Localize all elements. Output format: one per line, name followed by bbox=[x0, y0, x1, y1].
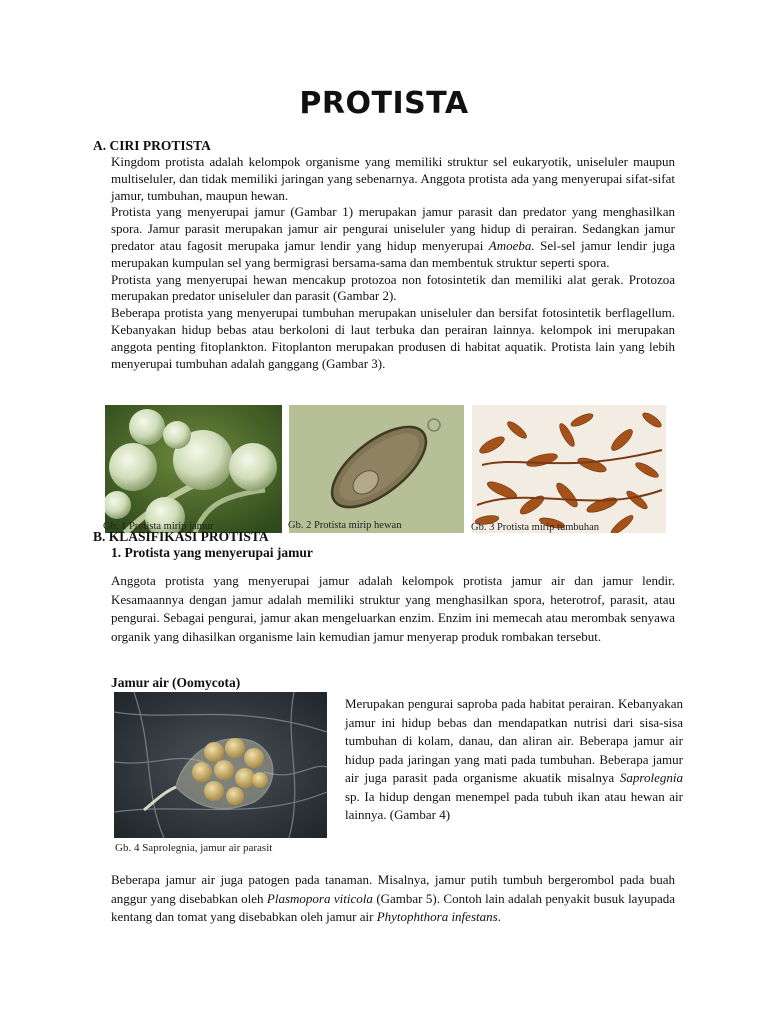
figure-2-image bbox=[289, 405, 464, 533]
figure-4-image bbox=[114, 692, 327, 838]
jamur-air-heading: Jamur air (Oomycota) bbox=[111, 675, 241, 690]
subsection-1-heading: 1. Protista yang menyerupai jamur bbox=[111, 545, 313, 560]
section-b-paragraph-1: Anggota protista yang menyerupai jamur adalah kelompok protista jamur air dan jamur lendir. Kesamaannya dengan jamur adalah memiliki struktur yang menghasilkan spora, heterotrof, parasit, atau pengurai. Sebagai pengurai, jamur akan mengeluarkan enzim. Enzim ini memecah atau merombak senyawa organik yang dihasilkan organisme lain kemudian jamur menyerap produk rombakan tersebut. bbox=[111, 573, 675, 644]
section-a-text bbox=[111, 154, 675, 372]
paragraph-3: Protista yang menyerupai hewan mencakup protozoa non fotosintetik dan memiliki alat gerak. Protozoa merupakan predator uniseluler dan parasit (Gambar 2). bbox=[111, 271, 675, 304]
figure-2-caption: Gb. 2 Protista mirip hewan bbox=[288, 520, 402, 531]
closing-paragraph: Beberapa jamur air juga patogen pada tanaman. Misalnya, jamur putih tumbuh bergerombol pada buah anggur yang disebabkan oleh Plasmopora viticola (Gambar 5). Contoh lain adalah penyakit busuk layupada kentang dan tomat yang disebabkan oleh jamur air Phytophthora infestans. bbox=[111, 872, 675, 924]
figure-3-caption: Gb. 3 Protista mirip tumbuhan bbox=[471, 522, 600, 533]
paragraph-1: Kingdom protista adalah kelompok organisme yang memiliki struktur sel eukaryotik, uniseluler maupun multiseluler, dan tidak memiliki jaringan yang sebenarnya. Anggota protista ada yang menyerupai sifat-sifat jamur, tumbuhan, maupun hewan. bbox=[111, 154, 675, 203]
figure-4-caption: Gb. 4 Saprolegnia, jamur air parasit bbox=[115, 842, 273, 854]
page-title: PROTISTA bbox=[299, 86, 469, 121]
paragraph-4: Beberapa protista yang menyerupai tumbuhan merupakan uniseluler dan bersifat fotosintetik berflagellum. Kebanyakan hidup bebas atau berkoloni di laut terbuka dan perairan lainnya. kelompok ini merupakan anggota penting fitoplankton. Fitoplanton merupakan produsen di habitat aquatik. Protista lain yang lebih menyerupai tumbuhan adalah ganggang (Gambar 3). bbox=[111, 305, 675, 371]
figure-1-image bbox=[105, 405, 282, 533]
figure-1-caption: Gb. 1 Protista mirip jamur bbox=[103, 521, 214, 532]
figure-3-image bbox=[472, 405, 666, 533]
jamur-air-description: Merupakan pengurai saproba pada habitat perairan. Kebanyakan jamur ini hidup bebas dan mendapatkan nutrisi dari sisa-sisa tumbuhan di kolam, danau, dan aliran air. Beberapa jamur air hidup pada jaringan yang mati pada tumbuhan. Beberapa jamur air juga parasit pada organisme akuatik misalnya Saprolegnia sp. Ia hidup dengan menempel pada tubuh ikan atau hewan air lainnya. (Gambar 4) bbox=[345, 696, 683, 822]
section-b-heading: B. KLASIFIKASI PROTISTA bbox=[93, 529, 269, 544]
section-a-heading: A. CIRI PROTISTA bbox=[93, 138, 211, 153]
paragraph-2: Protista yang menyerupai jamur (Gambar 1) merupakan jamur parasit dan predator yang menghasilkan spora. Jamur parasit merupakan jamur air pengurai uniseluler yang hidup di perairan. Sedangkan jamur predator atau fagosit merupaka jamur lendir yang hidup menyerupai Amoeba. Sel-sel jamur lendir juga merupakan kumpulan sel yang bermigrasi bersama-sama dan membentuk struktur seperti spora. bbox=[111, 204, 675, 270]
